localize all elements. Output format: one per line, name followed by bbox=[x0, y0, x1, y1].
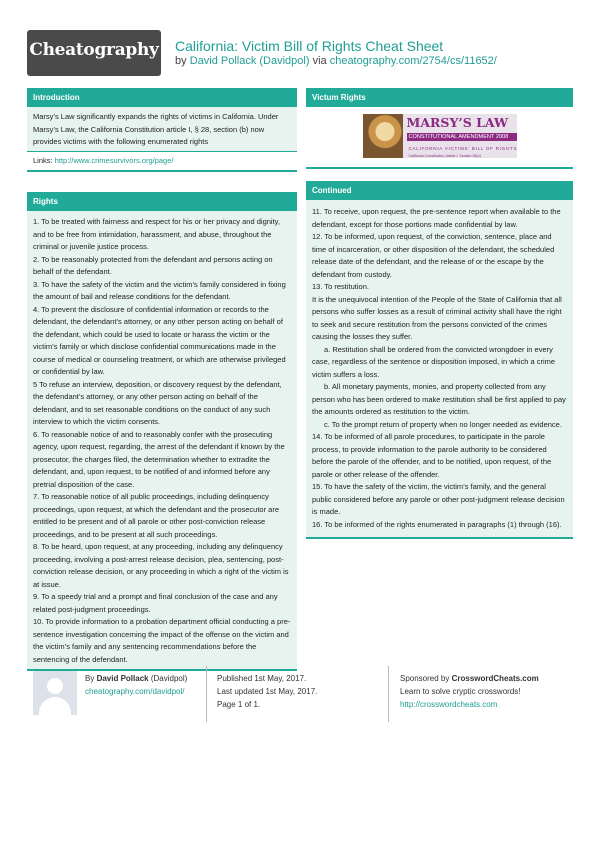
continued-section bbox=[306, 181, 573, 539]
list-item: c. To the prompt return of property when no longer needed as evidence. bbox=[324, 419, 562, 429]
list-item: b. All monetary payments, monies, and property collected from any person who has been ordered to make restitution shall be first applied to pay the amounts ordered as restitution to the victim. bbox=[312, 382, 566, 416]
footer bbox=[0, 664, 600, 724]
list-item: 10. To provide information to a probation department official conducting a pre-sentence investigation concerning the impact of the offense on the victim and the victim’s family and any sentencing recommendations before the sentencing of the defendant. bbox=[33, 617, 291, 664]
introduction-section bbox=[27, 88, 297, 172]
byline bbox=[175, 55, 497, 67]
avatar-head bbox=[47, 678, 63, 694]
list-item: 13. To restitution. bbox=[312, 282, 369, 291]
list-item: 11. To receive, upon request, the pre-sentence report when available to the defendant, except for those portions made confidential by law. bbox=[312, 207, 561, 229]
list-item: 16. To be informed of the rights enumerated in paragraphs (1) through (16). bbox=[312, 519, 562, 529]
list-item: It is the unequivocal intention of the People of the State of California that all persons who suffer losses as a result of criminal activity shall have the right to seek and secure restitution from the persons convicted of the crimes causing the losses they suffer. bbox=[312, 294, 562, 341]
byline-by: by bbox=[175, 55, 187, 67]
banner-tagline: CALIFORNIA VICTIMS’ BILL OF RIGHTS bbox=[408, 146, 518, 151]
footer-sponsor bbox=[400, 672, 539, 711]
list-item: 5 To refuse an interview, deposition, or discovery request by the defendant, the defendant’s attorney, or any other person acting on behalf of the defendant, and to set reasonable conditions on the conduct of any such interview to which the victim consents. bbox=[33, 379, 282, 426]
sheet-url-link[interactable]: cheatography.com/2754/cs/11652/ bbox=[329, 55, 497, 67]
introduction-body bbox=[27, 107, 297, 151]
victum-rights-body bbox=[306, 107, 573, 167]
list-item: 12. To be informed, upon request, of the conviction, sentence, place and time of incarceration, or other disposition of the defendant, the scheduled release date of the defendant, and the release of or the escape by the defendant from custody. bbox=[312, 232, 555, 279]
marsys-law-banner bbox=[363, 114, 517, 158]
byline-via: via bbox=[312, 55, 327, 67]
introduction-text: Marsy’s Law significantly expands the rights of victims in California. Under Marsy’s Law, the California Constitution article I, § 28, section (b) now provides victims with the following enumerated rights bbox=[33, 112, 279, 146]
list-item: a. Restitution shall be ordered from the convicted wrongdoer in every case, regardless of the sentence or disposition imposed, in which a crime victim suffers a loss. bbox=[312, 344, 556, 379]
avatar-body bbox=[39, 697, 71, 715]
crimesurvivors-link[interactable]: http://www.crimesurvivors.org/page/ bbox=[54, 155, 174, 165]
list-item: 14. To be informed of all parole procedures, to participate in the parole process, to provide information to the parole authority to be considered before the parole of the offender, and to be notified, upon request, of the parole or other release of the offender. bbox=[312, 432, 552, 479]
banner-citation: California Constitution, Article I, Section 28(b) bbox=[408, 154, 481, 158]
sponsor-link[interactable]: http://crosswordcheats.com bbox=[400, 700, 498, 709]
continued-heading: Continued bbox=[306, 181, 573, 200]
sponsor-name: CrosswordCheats.com bbox=[451, 674, 539, 683]
author-link[interactable]: David Pollack (Davidpol) bbox=[189, 55, 310, 67]
list-item: 8. To be heard, upon request, at any proceeding, including any delinquency proceeding, involving a post-arrest release decision, plea, sentencing, post-conviction release decision, or any proceeding in which a right of the victim is at issue. bbox=[33, 542, 289, 589]
avatar bbox=[33, 671, 77, 715]
footer-author bbox=[85, 672, 187, 698]
rights-heading: Rights bbox=[27, 192, 297, 211]
page-title: California: Victim Bill of Rights Cheat Sheet bbox=[175, 38, 444, 54]
updated-date: Last updated 1st May, 2017. bbox=[217, 687, 318, 696]
list-item: 3. To have the safety of the victim and the victim’s family considered in fixing the amount of bail and release conditions for the defendant. bbox=[33, 279, 286, 301]
victum-rights-heading: Victum Rights bbox=[306, 88, 573, 107]
footer-by: By bbox=[85, 674, 95, 683]
links-row bbox=[27, 151, 297, 171]
left-column bbox=[27, 88, 297, 679]
banner-subtitle: CONSTITUTIONAL AMENDMENT 2008 bbox=[407, 133, 517, 141]
marsy-photo bbox=[363, 114, 403, 158]
rights-section bbox=[27, 192, 297, 671]
sponsor-tagline: Learn to solve cryptic crosswords! bbox=[400, 687, 521, 696]
introduction-heading: Introduction bbox=[27, 88, 297, 107]
logo-text: Cheatography bbox=[29, 40, 159, 60]
list-item: 6. To reasonable notice of and to reasonably confer with the prosecuting agency, upon request, regarding, the arrest of the defendant if known by the prosecutor, the charges filed, the determination whether to extradite the defendant, and, upon request, to be notified of and informed before any pretrial disposition of the case. bbox=[33, 429, 285, 489]
victum-rights-section bbox=[306, 88, 573, 169]
rights-list bbox=[27, 211, 297, 669]
published-date: Published 1st May, 2017. bbox=[217, 674, 307, 683]
list-item: 4. To prevent the disclosure of confidential information or records to the defendant, the defendant’s attorney, or any other person acting on behalf of the defendant, which could be used to locate or harass the victim or the victim’s family or which disclose confidential communications made in the course of medical or counseling treatment, or which are otherwise privileged or confidential by law. bbox=[33, 304, 286, 376]
list-item: 2. To be reasonably protected from the defendant and persons acting on behalf of the defendant. bbox=[33, 254, 273, 276]
links-label: Links: bbox=[33, 155, 53, 165]
banner-title: MARSY’S LAW bbox=[406, 115, 509, 130]
footer-divider bbox=[206, 666, 207, 722]
footer-author-link[interactable]: cheatography.com/davidpol/ bbox=[85, 687, 185, 696]
list-item: 1. To be treated with fairness and respect for his or her privacy and dignity, and to be free from intimidation, harassment, and abuse, throughout the criminal or juvenile justice process. bbox=[33, 217, 280, 251]
footer-author-name: David Pollack bbox=[96, 674, 149, 683]
page-count: Page 1 of 1. bbox=[217, 700, 261, 709]
list-item: 15. To have the safety of the victim, the victim’s family, and the general public considered before any parole or other post-judgment release decision is made. bbox=[312, 482, 565, 516]
cheatography-logo[interactable] bbox=[27, 30, 161, 76]
footer-dates bbox=[217, 672, 317, 711]
footer-author-handle: (Davidpol) bbox=[150, 674, 188, 683]
list-item: 7. To reasonable notice of all public proceedings, including delinquency proceedings, upon request, at which the defendant and the prosecutor are entitled to be present and of all parole or other post-conviction release proceedings, and to be present at all such proceedings. bbox=[33, 492, 280, 539]
continued-list bbox=[306, 200, 573, 537]
footer-divider bbox=[388, 666, 389, 722]
right-column bbox=[306, 88, 573, 547]
list-item: 9. To a speedy trial and a prompt and final conclusion of the case and any related post-judgment proceedings. bbox=[33, 592, 278, 614]
sponsor-label: Sponsored by bbox=[400, 674, 450, 683]
